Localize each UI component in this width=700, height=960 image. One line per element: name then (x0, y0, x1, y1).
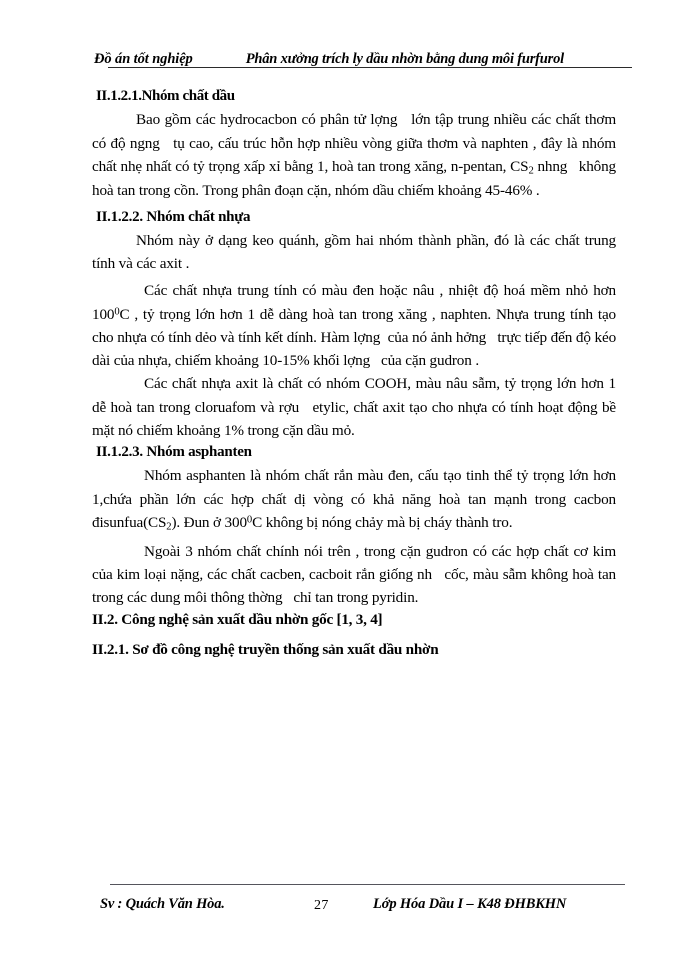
para3-seg-b: C , tỷ trọng lớn hơn 1 dễ dàng hoà tan trong xăng , naphten. Nhựa trung tính tạo cho nhựa có tính dẻo và tính kết dính. Hàm lợng (92, 305, 616, 346)
heading-ii-1-2-3: II.1.2.3. Nhóm asphanten (96, 444, 252, 461)
footer-class-info: Lớp Hóa Dầu I – K48 ĐHBKHN (373, 896, 567, 912)
heading-ii-2-1: II.2.1. Sơ đồ công nghệ truyền thống sản xuất dầu nhờn (92, 641, 439, 659)
para1-seg-d: nhng (537, 157, 568, 175)
footer-student-name: Sv : Quách Văn Hòa. (100, 896, 225, 912)
paragraph-nhua-axit (92, 372, 616, 442)
para1-subscript-2: 2 (528, 165, 534, 177)
para3-seg-a: Các chất nhựa trung tính có màu đen hoặc nâu , nhiệt độ hoá mềm nhỏ hơn 100 (92, 282, 616, 323)
paragraph-nhom-chat-dau (92, 108, 616, 202)
header-divider-rule (108, 67, 632, 68)
paragraph-asphanten (92, 464, 616, 535)
running-footer (92, 896, 624, 920)
para3-seg-d: trực tiếp đến độ kéo dài của nhựa, chiếm khoảng 10-15% khối lợng (92, 328, 617, 370)
running-header (90, 42, 620, 68)
paragraph-ngoai-3-nhom (92, 540, 616, 610)
para5-seg-b: ). Đun ở 300 (171, 513, 247, 531)
para1-seg-e: không hoà tan trong cồn. Trong phân đoạn cặn, nhóm dầu chiếm khoảng 45-46% . (92, 157, 616, 200)
para1-seg-c: tụ cao, cấu trúc hỗn hợp nhiều vòng giữa thơm và naphten , đây là nhóm chất nhẹ nhất có tỷ trọng xấp xỉ bằng 1, hoà tan trong xăng, n-pentan, CS (92, 134, 616, 175)
para5-superscript-degree: 0 (246, 514, 253, 526)
para4-seg-a: Các chất nhựa axit là chất có nhóm COOH, màu nâu sẫm, tỷ trọng lớn hơn 1 dễ hoà tan trong cloruafom và rợu (92, 375, 616, 416)
spacer (92, 632, 616, 639)
footer-divider-rule (110, 884, 625, 885)
para3-seg-e: của cặn gudron . (381, 352, 479, 370)
para4-seg-b: etylic, chất axit tạo cho nhựa có tính hoạt động bề mặt nó chiếm khoảng 1% trong cặn dầu mỏ. (92, 398, 616, 439)
header-left-title: Đồ án tốt nghiệp (94, 51, 193, 67)
para3-seg-c: của nó ảnh hởng (387, 328, 487, 346)
paragraph-nhua-trung-tinh (92, 279, 616, 372)
para1-seg-b: lớn tập trung nhiều các chất thơm có độ ngng (92, 111, 616, 152)
heading-ii-1-2-1: II.1.2.1.Nhóm chất dầu (96, 88, 235, 104)
para6-seg-c: chỉ tan trong pyridin. (293, 589, 419, 607)
paragraph-nhom-chat-nhua: Nhóm này ở dạng keo quánh, gồm hai nhóm thành phần, đó là các chất trung tính và các axit . (92, 231, 616, 273)
para3-superscript-degree: 0 (114, 306, 120, 318)
para5-seg-a: Nhóm asphanten là nhóm chất rắn màu đen, cấu tạo tinh thể tỷ trọng lớn hơn 1,chứa phần lớn các hợp chất dị vòng có khả năng hoà tan mạnh trong cacbon đisunfua(CS (92, 467, 616, 531)
para5-subscript-2: 2 (166, 521, 172, 533)
para1-seg-a: Bao gồm các hydrocacbon có phân tử lợng (136, 111, 398, 129)
header-right-title: Phân xưởng trích ly dầu nhờn bằng dung môi furfurol (245, 51, 564, 67)
heading-ii-2: II.2. Công nghệ sản xuất dầu nhờn gốc [1, 3, 4] (92, 611, 383, 629)
page-number: 27 (314, 898, 329, 913)
page-content (92, 86, 616, 662)
para6-seg-b: cốc, màu sẫm không hoà tan trong các dung môi thông thờng (92, 565, 616, 607)
para5-seg-c: C không bị nóng chảy mà bị cháy thành tro. (252, 513, 513, 531)
para6-seg-a: Ngoài 3 nhóm chất chính nói trên , trong cặn gudron có các hợp chất cơ kim của kim loại nặng, các chất cacben, cacboit rắn giống nh (92, 542, 616, 583)
heading-ii-1-2-2: II.1.2.2. Nhóm chất nhựa (96, 208, 251, 225)
